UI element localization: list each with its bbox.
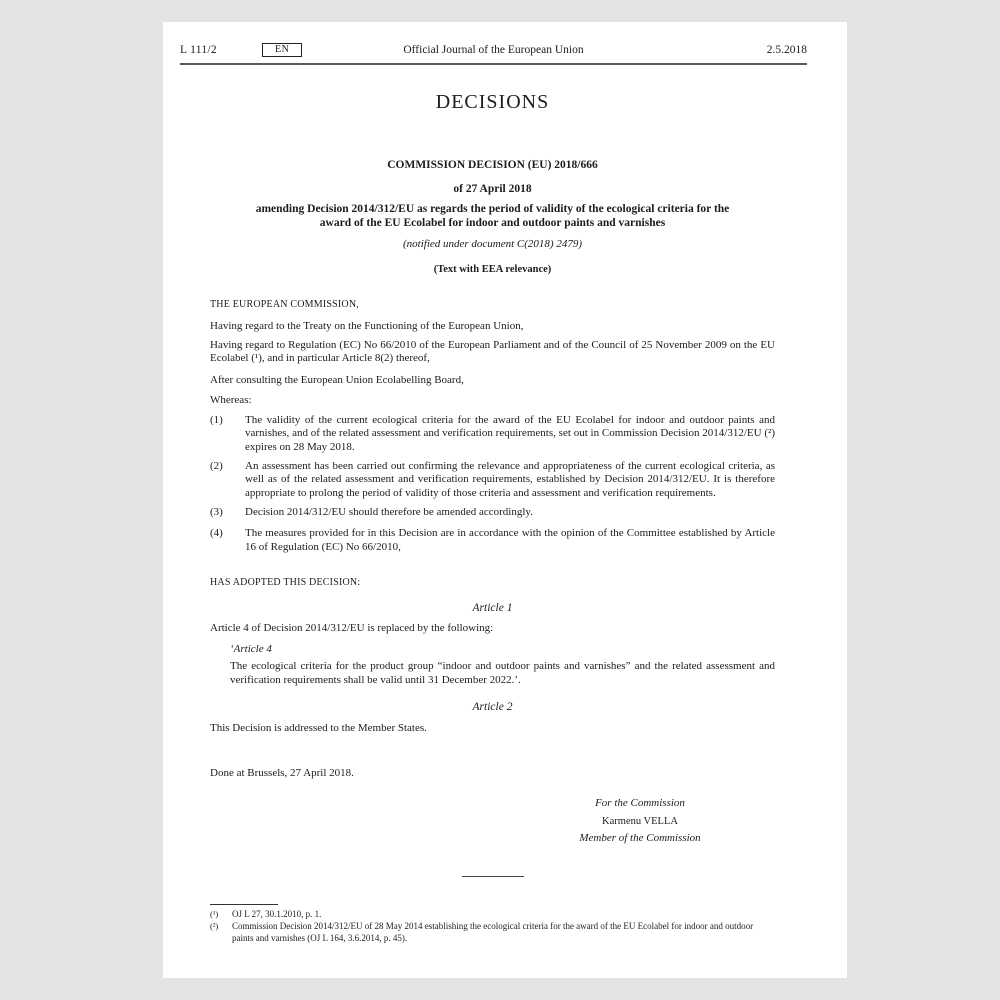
- preamble-paragraph: Having regard to Regulation (EC) No 66/2010 of the European Parliament and of the Council of 25 November 2009 on the EU Ecolabel (¹), and in particular Article 8(2) thereof,: [210, 338, 775, 364]
- decision-document: [210, 158, 775, 944]
- footnote-rule: [210, 904, 278, 905]
- document-page: [163, 22, 847, 978]
- recital-number: (1): [210, 413, 223, 426]
- notified-under-document: (notified under document C(2018) 2479): [402, 238, 583, 250]
- decision-title: COMMISSION DECISION (EU) 2018/666: [387, 159, 598, 171]
- page-header: [180, 43, 807, 58]
- footnote-marker: (²): [210, 920, 219, 931]
- signatory-name: Karmenu VELLA: [602, 815, 678, 827]
- article-1-heading: Article 1: [472, 602, 513, 614]
- whereas-label: Whereas:: [210, 393, 252, 406]
- recital-number: (4): [210, 527, 223, 539]
- footnote-2: [210, 920, 775, 944]
- recital-text: The validity of the current ecological criteria for the award of the EU Ecolabel for indoor and outdoor paints and varnishes, and of the related assessment and verification requirements, set out in Commission Decision 2014/312/EU (²) expires on 28 May 2018.: [245, 413, 775, 453]
- recital-3: [210, 506, 775, 520]
- end-of-act-rule: [462, 876, 524, 877]
- decision-date-line: of 27 April 2018: [453, 183, 532, 195]
- signature-on-behalf: For the Commission: [595, 797, 685, 809]
- footnote-marker: (¹): [210, 908, 219, 919]
- footnote-1: [210, 908, 775, 920]
- article-2-body: This Decision is addressed to the Member States.: [210, 722, 427, 734]
- header-rule: [180, 63, 807, 65]
- quoted-article-heading: ‘Article 4: [230, 643, 272, 655]
- header-page-number: L 111/2: [180, 44, 217, 56]
- adoption-formula: HAS ADOPTED THIS DECISION:: [210, 577, 361, 588]
- recital-text: Decision 2014/312/EU should therefore be amended accordingly.: [245, 506, 533, 518]
- recital-text: The measures provided for in this Decision are in accordance with the opinion of the Committee established by Article 16 of Regulation (EC) No 66/2010,: [245, 527, 775, 553]
- recital-number: (2): [210, 459, 223, 472]
- footnotes: [210, 908, 775, 944]
- header-language-badge: EN: [262, 43, 302, 57]
- signature-block: [505, 795, 775, 848]
- eea-relevance-note: (Text with EEA relevance): [433, 263, 552, 275]
- footnote-text: Commission Decision 2014/312/EU of 28 May 2014 establishing the ecological criteria for the award of the EU Ecolabel for indoor and outdoor paints and varnishes (OJ L 164, 3.6.2014, p. 45).: [232, 920, 754, 943]
- decision-subject: amending Decision 2014/312/EU as regards the period of validity of the ecological criteria for the award of the EU Ecolabel for indoor and outdoor paints and varnishes: [255, 203, 730, 229]
- section-heading: DECISIONS: [435, 91, 550, 113]
- signatory-title: Member of the Commission: [579, 832, 701, 844]
- preamble-paragraph: After consulting the European Union Ecolabelling Board,: [210, 373, 464, 386]
- recital-2: [210, 460, 775, 501]
- quoted-article-body: The ecological criteria for the product group “indoor and outdoor paints and varnishes” and the related assessment and verification requirements shall be valid until 31 December 2022.’.: [230, 660, 775, 686]
- recital-text: An assessment has been carried out confirming the relevance and appropriateness of the current ecological criteria, as well as of the related assessment and verification requirements, established by Decision 2014/312/EU. It is therefore appropriate to prolong the period of validity of those criteria and assessment and verification requirements.: [245, 459, 775, 499]
- footnote-text: OJ L 27, 30.1.2010, p. 1.: [232, 908, 322, 919]
- article-1-body: Article 4 of Decision 2014/312/EU is replaced by the following:: [210, 622, 494, 634]
- preamble-paragraph: Having regard to the Treaty on the Functioning of the European Union,: [210, 319, 524, 332]
- header-date: 2.5.2018: [766, 44, 807, 56]
- header-journal-title: Official Journal of the European Union: [403, 44, 584, 56]
- article-2-heading: Article 2: [472, 701, 513, 713]
- preamble-opening: THE EUROPEAN COMMISSION,: [210, 299, 359, 310]
- recital-number: (3): [210, 506, 223, 518]
- place-date-line: Done at Brussels, 27 April 2018.: [210, 767, 354, 779]
- recital-4: [210, 527, 775, 554]
- recital-1: [210, 414, 775, 455]
